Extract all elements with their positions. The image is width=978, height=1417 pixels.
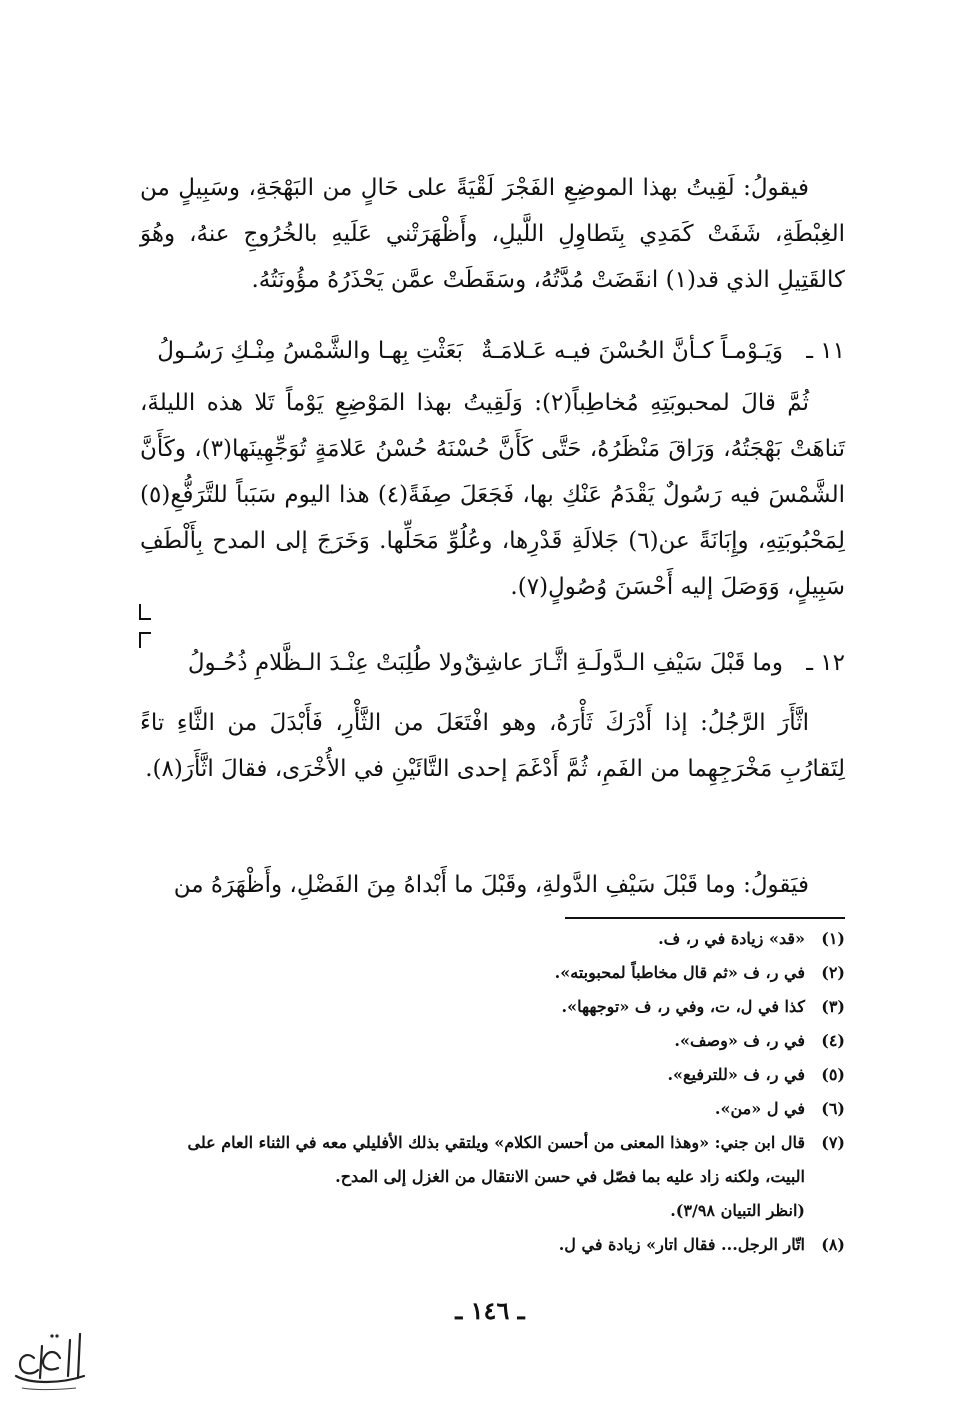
commentary-paragraph-4: فيَقولُ: وما قَبْلَ سَيْفِ الدَّولةِ، وقَبْلَ ما أَبْداهُ مِنَ الفَضْلِ، وأَظْهَرَهُ من [173,872,809,898]
footnote-number: (٤) [821,1031,845,1050]
footnote-number: (٧) [821,1133,845,1152]
footnotes-list [150,922,845,1262]
footnote-number: (١) [821,929,845,948]
footnote-number: (٣) [821,997,845,1016]
first-hemistich: وَيَـوْمـاً كـأنَّ الحُسْنَ فيـه عَـلامَـةٌ [481,338,783,364]
section-end-mark [139,604,151,620]
footnote-number: (٦) [821,1099,845,1118]
footnote [150,990,845,1024]
footnote-text: في ر، ف «للترفيع». [667,1065,805,1084]
footnote-number: (٨) [821,1235,845,1254]
first-hemistich: وما قَبْلَ سَيْفِ الـدَّولَـةِ اثَّـارَ عاشِقٌ [464,650,783,676]
footnote [150,1058,845,1092]
second-hemistich: ولا طُلِبَتْ عِنْـدَ الـظَّلامِ ذُحُـولُ [187,650,463,676]
commentary-paragraph-1: فيقولُ: لَقِيتُ بهذا الموضِعِ الفَجْرَ لَقْيَةً على حَالٍ من البَهْجَةِ، وسَبِيلٍ من الغِبْطَةِ، شَفَتْ كَمَدِي بِتَطاوِلِ اللَّيلِ، وأَظْهَرَتْني عَلَيهِ بالخُرُوجِ عنهُ، وهُوَ كالقَتِيلِ الذي قد(١) انقَضَتْ مُدَّتُهُ، وسَقَطَتْ عمَّن يَحْذَرُهُ مؤُونَتُهُ. [140,175,845,293]
footnote [150,1092,845,1126]
verse-number: ١١ ـ [806,338,845,364]
calligraphy-logo [10,1328,88,1398]
footnote-text: في ل «من». [714,1099,805,1118]
verse-12 [140,640,845,686]
footnote-separator [565,917,845,919]
footnote-text: قال ابن جني: «وهذا المعنى من أحسن الكلام» ويلتقي بذلك الأفليلي معه في الثناء العام على البيت، ولكنه زاد عليه بما فصّل في حسن الانتقال من الغزل إلى المدح. [187,1133,805,1186]
verse-11 [140,328,845,374]
second-hemistich: بَعَثْتِ بِهـا والشَّمْسُ مِنْـكِ رَسُـولُ [157,338,463,364]
footnote [150,1024,845,1058]
footnote [150,1126,845,1228]
commentary-paragraph-3: اثَّأَرَ الرَّجُلُ: إذا أَدْرَكَ ثَأْرَهُ، وهو افْتَعَلَ من الثَّأْرِ، فَأَبْدَلَ من الثَّاءِ تاءً لِتَقارُبِ مَخْرَجِهِما من الفَمِ، ثُمَّ أَدْغَمَ إحدى التَّائَيْنِ في الأُخْرَى، فقالَ اثَّأَرَ(٨). [140,710,845,782]
verse-number: ١٢ ـ [806,650,845,676]
footnote-text: اتّار الرجل... فقال اتار» زيادة في ل. [558,1235,805,1254]
commentary-paragraph-2: ثُمَّ قالَ لمحبوبَتِهِ مُخاطِباً(٢): وَلَقِيتُ بهذا المَوْضِعِ يَوْماً تَلا هذه الليلةَ، تَناهَتْ بَهْجَتُهُ، وَرَاقَ مَنْظَرُهُ، حَتَّى كَأَنَّ حُسْنَهُ حُسْنُ عَلامَةٍ تُوَجِّهِينَها(٣)، وكَأَنَّ الشَّمْسَ فيه رَسُولٌ يَقْدَمُ عَنْكِ بها، فَجَعَلَ صِفَةً(٤) هذا اليوم سَبَباً للتَّرَفُّعِ(٥) لِمَحْبُوبَتِهِ، وإِبَانَةً عن(٦) جَلالَةِ قَدْرِها، وعُلُوِّ مَحَلِّها. وَخَرَجَ إلى المدح بِأَلْطَفِ سَبِيلٍ، وَوَصَلَ إليه أَحْسَنَ وُصُولٍ(٧). [140,390,845,600]
footnote [150,1228,845,1262]
footnote [150,956,845,990]
footnote-number: (٢) [821,963,845,982]
page-number: ـ ١٤٦ ـ [455,1296,525,1325]
footnote-number: (٥) [821,1065,845,1084]
footnote-text: في ر، ف «ثم قال مخاطباً لمحبوبته». [554,963,805,982]
footnote [150,922,845,956]
footnote-text: «قد» زيادة في ر، ف. [658,929,805,948]
footnote-continuation: (انظر التبيان ٣/٩٨). [670,1201,805,1220]
footnote-text: في ر، ف «وصف». [674,1031,805,1050]
footnote-text: كذا في ل، ت، وفي ر، ف «توجهها». [561,997,805,1016]
